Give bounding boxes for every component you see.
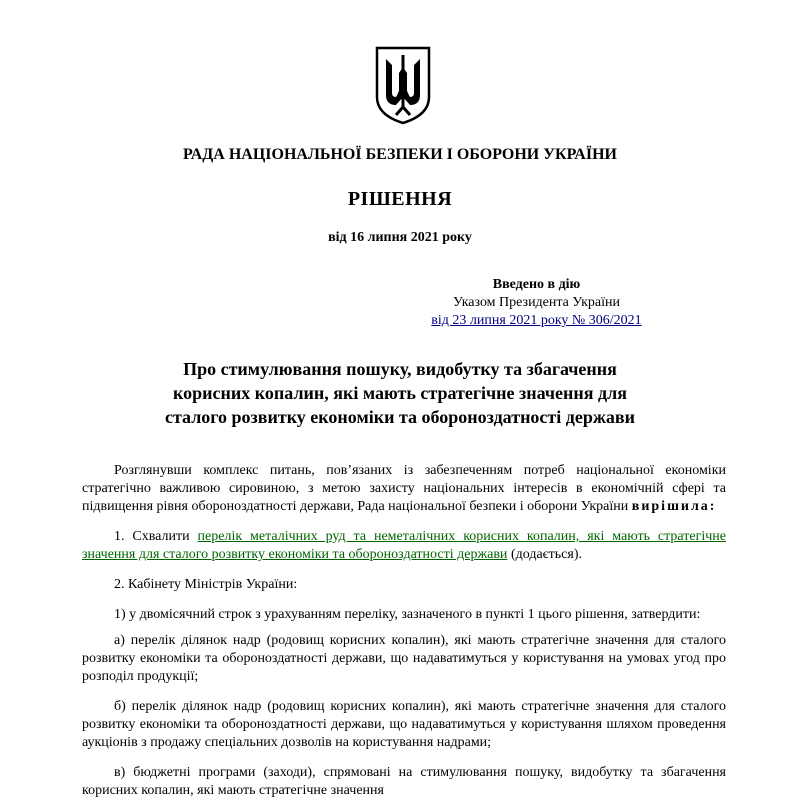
organization-name: РАДА НАЦІОНАЛЬНОЇ БЕЗПЕКИ І ОБОРОНИ УКРАЇНИ (183, 146, 617, 163)
preamble-paragraph (82, 462, 726, 516)
enactment-line1: Введено в дію (492, 277, 581, 292)
item-1-suffix: (додається). (510, 547, 582, 562)
decided-word: вирішила: (631, 499, 717, 514)
enactment-line2: Указом Президента України (453, 295, 620, 310)
document-headline (80, 357, 720, 429)
item-2-1-c-paragraph: в) бюджетні програми (заходи), спрямовані на стимулювання пошуку, видобутку та збагачення корисних копалин, які мають стратегічне значення (82, 765, 726, 798)
minerals-list-link[interactable]: перелік металічних руд та неметалічних корисних копалин, які мають стратегічне значення для сталого розвитку економіки та обороноздатності держави (82, 529, 726, 562)
headline-line1: Про стимулювання пошуку, видобутку та збагачення (183, 359, 617, 379)
preamble-text: Розглянувши комплекс питань, пов’язаних із забезпеченням потреб національної економіки стратегічно важливою сировиною, з метою захисту національних інтересів в економічній сфері та підвищення рівня обороноздатності держави, Рада національної безпеки і оборони України (82, 463, 726, 514)
enactment-block (400, 276, 673, 330)
item-1-prefix: 1. Схвалити (114, 529, 190, 544)
document-type: РІШЕННЯ (347, 188, 453, 210)
coat-of-arms-icon (374, 45, 432, 125)
item-2-1-b-paragraph: б) перелік ділянок надр (родовищ корисних копалин), які мають стратегічне значення для сталого розвитку економіки та обороноздатності держави, що надаватимуться у користування шляхом проведення аукціонів з продажу спеціальних дозволів на користування надрами; (82, 699, 726, 750)
item-1-paragraph (82, 528, 726, 564)
item-2-paragraph: 2. Кабінету Міністрів України: (114, 577, 298, 592)
decree-link[interactable]: від 23 липня 2021 року № 306/2021 (431, 313, 642, 328)
document-date: від 16 липня 2021 року (328, 230, 472, 245)
item-2-1-paragraph: 1) у двомісячний строк з урахуванням переліку, зазначеного в пункті 1 цього рішення, затвердити: (114, 607, 701, 622)
document-body (82, 462, 726, 812)
item-2-1-a-paragraph: а) перелік ділянок надр (родовищ корисних копалин), які мають стратегічне значення для сталого розвитку економіки та обороноздатності держави, що надаватимуться у користування на умовах угод про розподіл продукції; (82, 633, 726, 684)
headline-line3: сталого розвитку економіки та обороноздатності держави (164, 407, 636, 427)
headline-line2: корисних копалин, які мають стратегічне значення для (173, 383, 627, 403)
